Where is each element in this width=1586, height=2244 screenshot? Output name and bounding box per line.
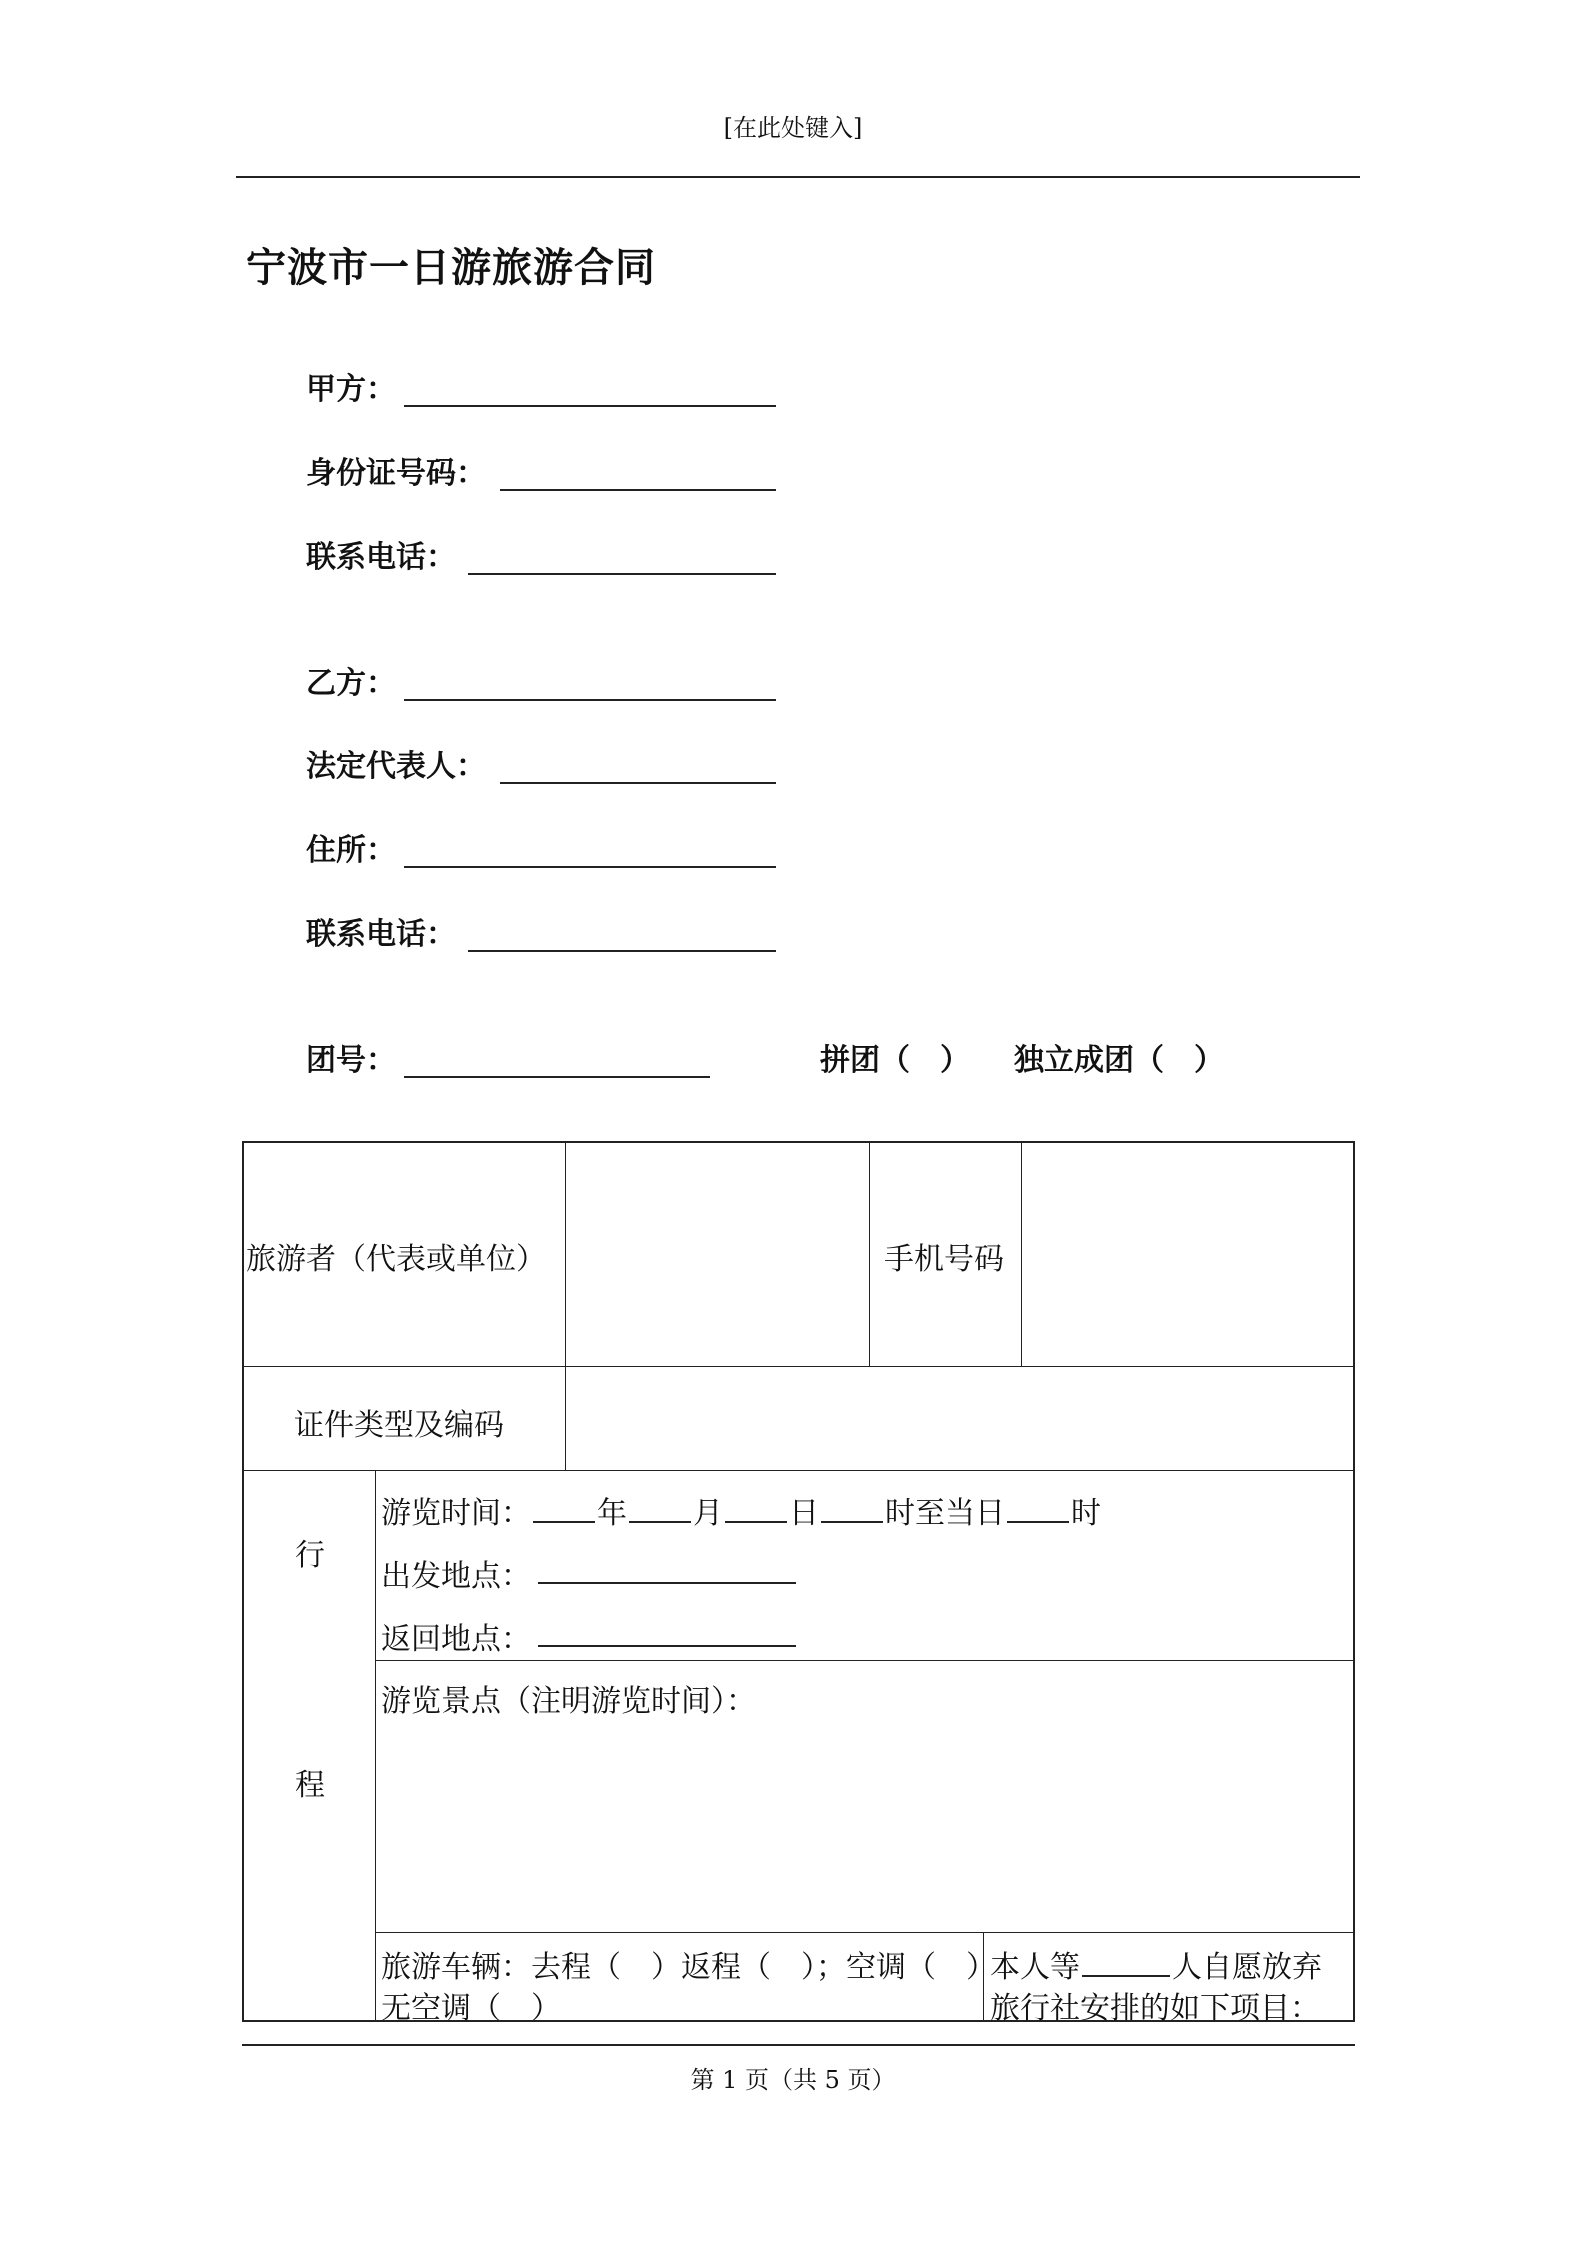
vehicle-options-line2[interactable]: 无空调（ ）	[381, 1991, 561, 2026]
party-a-label: 甲方：	[306, 372, 396, 407]
party-b-address-label: 住所：	[306, 833, 396, 868]
return-field[interactable]	[538, 1645, 796, 1647]
header-divider	[236, 176, 1360, 178]
vehicle-options-line1[interactable]: 旅游车辆：去程（ ）返程（ ）；空调（ ）	[381, 1950, 996, 1985]
id-type-label: 证件类型及编码	[294, 1408, 504, 1443]
hour-unit: 时	[1071, 1496, 1101, 1531]
group-no-field[interactable]	[404, 1076, 710, 1078]
party-a-id-field[interactable]	[500, 489, 776, 491]
header-placeholder[interactable]: [在此处键入]	[723, 114, 863, 142]
page-number: 第 1 页（共 5 页）	[690, 2066, 896, 2094]
tour-start-hour-field[interactable]	[821, 1495, 883, 1523]
id-type-value-cell[interactable]	[567, 1368, 1352, 1469]
traveler-label: 旅游者（代表或单位）	[246, 1242, 546, 1277]
table-col-divider	[565, 1141, 566, 1470]
party-b-name-field[interactable]	[404, 699, 776, 701]
month-unit: 月	[693, 1496, 723, 1531]
tour-year-field[interactable]	[533, 1495, 595, 1523]
tour-month-field[interactable]	[629, 1495, 691, 1523]
party-b-rep-field[interactable]	[500, 782, 776, 784]
party-b-label: 乙方：	[306, 666, 396, 701]
table-row-divider	[242, 1366, 1355, 1367]
party-a-phone-field[interactable]	[468, 573, 776, 575]
party-b-address-field[interactable]	[404, 866, 776, 868]
party-b-rep-label: 法定代表人：	[306, 749, 486, 784]
table-row-divider	[242, 1470, 1355, 1471]
table-border-right	[1353, 1141, 1355, 2022]
party-b-phone-field[interactable]	[468, 950, 776, 952]
traveler-value-cell[interactable]	[567, 1143, 868, 1365]
party-a-name-field[interactable]	[404, 405, 776, 407]
mobile-label: 手机号码	[884, 1242, 1004, 1277]
joint-group-option[interactable]: 拼团（ ）	[820, 1043, 970, 1078]
sights-field[interactable]	[377, 1720, 1352, 1930]
party-a-id-label: 身份证号码：	[306, 456, 486, 491]
table-col-divider	[1021, 1141, 1022, 1366]
footer-divider	[242, 2044, 1355, 2046]
waiver-line2: 旅行社安排的如下项目：	[990, 1991, 1320, 2026]
tour-time-label: 游览时间：	[381, 1496, 531, 1531]
tour-time-row	[381, 1488, 1101, 1532]
group-no-label: 团号：	[306, 1043, 396, 1078]
itinerary-label-part2: 程	[295, 1768, 325, 1803]
table-col-divider	[869, 1141, 870, 1366]
departure-field[interactable]	[538, 1582, 796, 1584]
sights-label: 游览景点（注明游览时间）：	[381, 1684, 756, 1719]
return-label: 返回地点：	[381, 1622, 531, 1657]
waiver-suffix: 人自愿放弃	[1172, 1950, 1322, 1985]
tour-end-hour-field[interactable]	[1007, 1495, 1069, 1523]
day-unit: 日	[789, 1496, 819, 1531]
hour-to-text: 时至当日	[885, 1496, 1005, 1531]
itinerary-label-part1: 行	[295, 1538, 325, 1573]
table-border-left	[242, 1141, 244, 2022]
table-row-divider	[375, 1660, 1354, 1661]
party-a-phone-label: 联系电话：	[306, 540, 456, 575]
party-b-phone-label: 联系电话：	[306, 917, 456, 952]
table-col-divider	[375, 1470, 376, 2021]
year-unit: 年	[597, 1496, 627, 1531]
tour-day-field[interactable]	[725, 1495, 787, 1523]
table-row-divider	[375, 1932, 1354, 1933]
waiver-prefix: 本人等	[990, 1950, 1080, 1985]
waiver-count-field[interactable]	[1082, 1949, 1170, 1977]
waiver-line1	[990, 1942, 1322, 1986]
independent-group-option[interactable]: 独立成团（ ）	[1014, 1043, 1224, 1078]
mobile-value-cell[interactable]	[1023, 1143, 1352, 1365]
departure-label: 出发地点：	[381, 1559, 531, 1594]
page-title: 宁波市一日游旅游合同	[246, 245, 656, 291]
